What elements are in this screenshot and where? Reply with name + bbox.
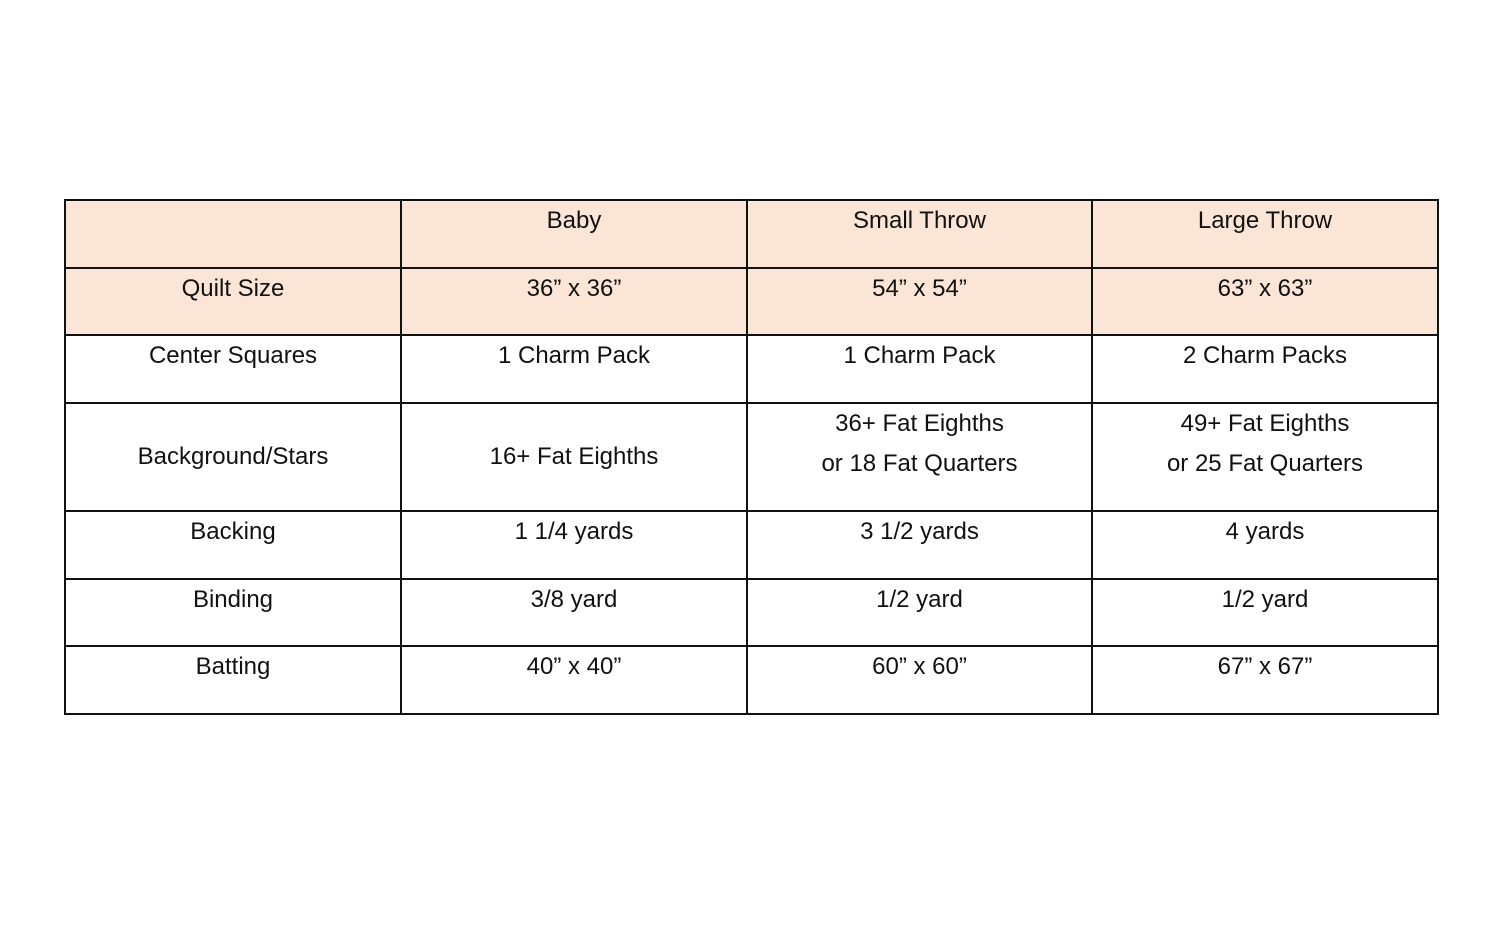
cell-value: 60” x 60”	[872, 653, 967, 680]
value-cell	[1092, 335, 1438, 403]
header-large-throw-text: Large Throw	[1197, 207, 1333, 234]
row-label: Batting	[195, 653, 271, 680]
cell-value: 1 1/4 yards	[514, 518, 634, 545]
header-baby-text: Baby	[546, 207, 602, 234]
row-label-cell	[65, 403, 401, 511]
value-cell	[401, 403, 747, 511]
cell-value: 3 1/2 yards	[860, 518, 979, 545]
value-cell	[401, 646, 747, 714]
value-cell	[747, 403, 1092, 511]
row-label: Backing	[190, 518, 276, 545]
value-cell	[1092, 268, 1438, 335]
cell-value-line-1: 49+ Fat Eighths	[1180, 410, 1350, 437]
cell-value-line-1: 36+ Fat Eighths	[835, 410, 1004, 437]
cell-value: 4 yards	[1225, 518, 1305, 545]
table-row-batting	[65, 646, 1438, 714]
row-label-cell	[65, 511, 401, 579]
table-row-binding	[65, 579, 1438, 646]
row-label: Center Squares	[148, 342, 318, 369]
row-label-cell	[65, 268, 401, 335]
header-cell-small-throw	[747, 200, 1092, 268]
value-cell	[747, 268, 1092, 335]
cell-value: 54” x 54”	[872, 275, 967, 302]
value-cell	[747, 579, 1092, 646]
value-cell	[1092, 579, 1438, 646]
row-label: Quilt Size	[181, 275, 285, 302]
value-cell	[401, 579, 747, 646]
cell-value: 1/2 yard	[1221, 586, 1309, 613]
value-cell	[747, 646, 1092, 714]
value-cell	[747, 335, 1092, 403]
value-cell	[1092, 403, 1438, 511]
table-row-background-stars	[65, 403, 1438, 511]
table-row-quilt-size	[65, 268, 1438, 335]
value-cell	[747, 511, 1092, 579]
table-row-center-squares	[65, 335, 1438, 403]
value-cell	[401, 335, 747, 403]
cell-value-line-2: or 25 Fat Quarters	[1166, 450, 1364, 477]
header-small-throw-text: Small Throw	[853, 207, 986, 234]
cell-value: 36” x 36”	[526, 275, 622, 302]
cell-value: 67” x 67”	[1217, 653, 1313, 680]
row-label-cell	[65, 579, 401, 646]
header-cell-large-throw	[1092, 200, 1438, 268]
value-cell	[401, 511, 747, 579]
value-cell	[1092, 646, 1438, 714]
header-corner-cell	[65, 200, 401, 268]
cell-value-line-2: or 18 Fat Quarters	[821, 450, 1018, 477]
header-row	[65, 200, 1438, 268]
row-label-cell	[65, 335, 401, 403]
quilt-requirements-table	[64, 199, 1439, 715]
value-cell	[1092, 511, 1438, 579]
cell-value: 40” x 40”	[526, 653, 622, 680]
cell-value: 1 Charm Pack	[843, 342, 996, 369]
cell-value: 2 Charm Packs	[1182, 342, 1348, 369]
row-label-cell	[65, 646, 401, 714]
header-cell-baby	[401, 200, 747, 268]
cell-value: 63” x 63”	[1217, 275, 1313, 302]
cell-value: 1/2 yard	[876, 586, 963, 613]
table-row-backing	[65, 511, 1438, 579]
row-label: Binding	[192, 586, 274, 613]
row-label: Background/Stars	[137, 443, 329, 470]
cell-value: 3/8 yard	[530, 586, 618, 613]
value-cell	[401, 268, 747, 335]
cell-value: 16+ Fat Eighths	[489, 443, 659, 470]
cell-value: 1 Charm Pack	[497, 342, 651, 369]
